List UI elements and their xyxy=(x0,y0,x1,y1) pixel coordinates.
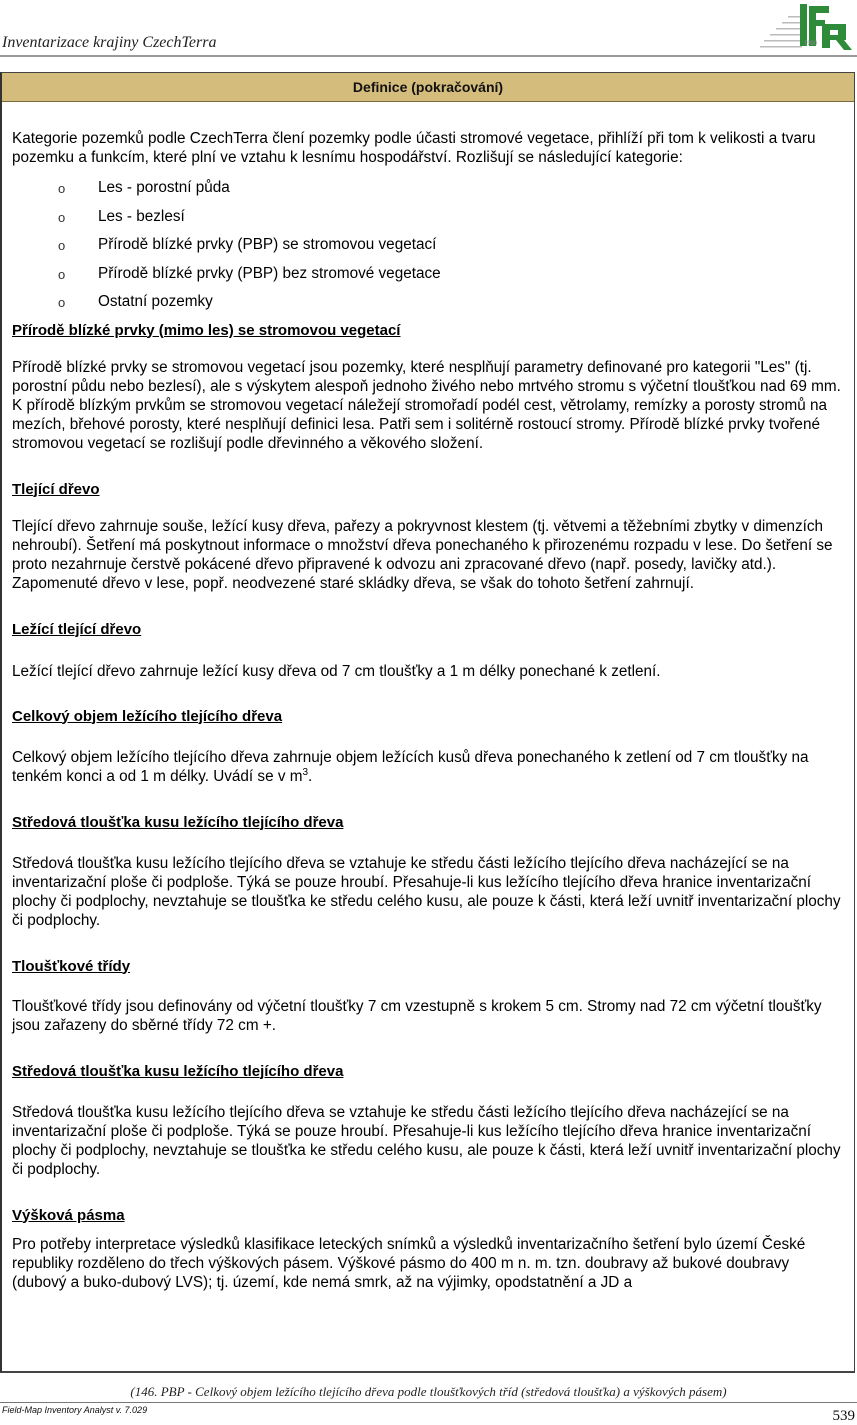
category-label: Přírodě blízké prvky (PBP) se stromovou vegetací xyxy=(98,236,437,253)
logo-small-text: 1990 xyxy=(804,41,818,47)
category-label: Les - bezlesí xyxy=(98,207,185,225)
document-header-title: Inventarizace krajiny CzechTerra xyxy=(2,34,217,51)
category-item xyxy=(12,264,847,293)
ifer-logo xyxy=(760,2,854,52)
section-body: Tloušťkové třídy jsou definovány od výčetní tloušťky 7 cm vzestupně s krokem 5 cm. Stromy nad 72 cm výčetní tloušťky jsou zařazeny do sběrné třídy 72 cm +. xyxy=(12,997,822,1034)
section-body: Ležící tlející dřevo zahrnuje ležící kusy dřeva od 7 cm tloušťky a 1 m délky ponechané k zetlení. xyxy=(12,662,661,680)
section-heading: Tlející dřevo xyxy=(12,480,100,498)
category-list xyxy=(12,178,847,321)
section-body-text: Celkový objem ležícího tlejícího dřeva zahrnuje objem ležících kusů dřeva ponechaného k zetlení od 7 cm tloušťky na tenkém konci a od 1 m délky. Uvádí se v m xyxy=(12,748,809,785)
category-item xyxy=(12,178,847,207)
category-label: Přírodě blízké prvky (PBP) bez stromové vegetace xyxy=(98,264,441,282)
section-body: Středová tloušťka kusu ležícího tlejícího dřeva se vztahuje ke středu části ležícího tlejícího dřeva nacházející se na inventarizační ploše či podploše. Týká se pouze hroubí. Přesahuje-li kus ležícího tlejícího dřeva hranice inventarizační plochy či podplochy, nevztahuje se tloušťka ke středu celého kusu, ale pouze k části, která leží uvnitř inventarizační plochy či podplochy. xyxy=(12,1103,841,1178)
circle-bullet-icon: o xyxy=(58,295,66,310)
footer-divider xyxy=(0,1402,857,1403)
circle-bullet-icon: o xyxy=(58,209,66,225)
section-body: Středová tloušťka kusu ležícího tlejícího dřeva se vztahuje ke středu části ležícího tlejícího dřeva nacházející se na inventarizační ploše či podploše. Týká se pouze hroubí. Přesahuje-li kus ležícího tlejícího dřeva hranice inventarizační plochy či podplochy, nevztahuje se tloušťka ke středu celého kusu, ale pouze k části, která leží uvnitř inventarizační plochy či podplochy. xyxy=(12,854,841,929)
section-heading: Tloušťkové třídy xyxy=(12,957,131,975)
header-divider xyxy=(0,55,857,57)
category-item xyxy=(12,292,847,321)
circle-bullet-icon: o xyxy=(58,266,66,282)
category-label: Ostatní pozemky xyxy=(98,293,213,310)
section-heading: Středová tloušťka kusu ležícího tlejícího dřeva xyxy=(12,1062,344,1080)
table-caption: (146. PBP - Celkový objem ležícího tlejícího dřeva podle tloušťkových tříd (středová tloušťka) a výškových pásem) xyxy=(130,1384,727,1399)
section-heading: Středová tloušťka kusu ležícího tlejícího dřeva xyxy=(12,813,344,831)
section-heading: Ležící tlející dřevo xyxy=(12,620,142,638)
section-heading: Celkový objem ležícího tlejícího dřeva xyxy=(12,707,283,725)
category-label: Les - porostní půda xyxy=(98,179,230,196)
cubic-superscript: 3 xyxy=(302,766,309,778)
circle-bullet-icon: o xyxy=(58,238,66,253)
logo-stripes xyxy=(760,16,802,48)
section-body: Tlející dřevo zahrnuje souše, ležící kusy dřeva, pařezy a pokryvnost klestem (tj. větvemi a těžebními zbytky v dimenzích nehroubí). Šetření má poskytnout informace o množství dřeva ponechaného k přirozenému rozpadu v lese. Do šetření se proto nezahrnuje čerstvě pokácené dřevo připravené k odvozu ani zpracované dřevo (např. posedy, lavičky atd.). Zapomenuté dřevo v lese, popř. neodvezené staré skládky dřeva, se však do tohoto šetření zahrnují. xyxy=(12,517,833,592)
section-body: Přírodě blízké prvky se stromovou vegetací jsou pozemky, které nesplňují parametry definované pro kategorii "Les" (tj. porostní půdu nebo bezlesí), ale s výskytem alespoň jednoho živého nebo mrtvého stromu s výčetní tloušťkou nad 69 mm. K přírodě blízkým prvkům se stromovou vegetací náležejí stromořadí podél cest, větrolamy, remízky a porosty stromů na mezích, břehové porosty, které nesplňují definici lesa. Patři sem i solitérně rostoucí stromy. Přírodě blízké prvky tvořené stromovou vegetací se rozlišují podle dřevinného a věkového složení. xyxy=(12,358,841,452)
intro-paragraph: Kategorie pozemků podle CzechTerra člení pozemky podle účasti stromové vegetace, přihlíží při tom k velikosti a tvaru pozemku a funkcím, které plní ve vztahu k lesnímu hospodářství. Rozlišují se následující kategorie: xyxy=(12,130,816,166)
circle-bullet-icon: o xyxy=(58,181,66,196)
section-heading: Přírodě blízké prvky (mimo les) se stromovou vegetací xyxy=(12,321,401,339)
definitions-content xyxy=(12,129,847,1292)
page-number: 539 xyxy=(832,1408,855,1424)
section-heading: Výšková pásma xyxy=(12,1206,125,1224)
section-body-end: . xyxy=(308,767,313,785)
definitions-panel xyxy=(0,72,855,1373)
category-item xyxy=(12,235,847,264)
section-body: Pro potřeby interpretace výsledků klasifikace leteckých snímků a výsledků inventarizačního šetření bylo území České republiky rozděleno do třech výškových pásem. Výškové pásmo do 400 m n. m. tzn. doubravy až bukové doubravy (dubový a buko-dubový LVS); tj. území, kde nemá smrk, až na výjimky, opodstatnění a JD a xyxy=(12,1235,806,1291)
category-item xyxy=(12,207,847,236)
section-title-bar: Definice (pokračování) xyxy=(2,73,854,102)
section-body xyxy=(12,748,847,786)
footer-software-version: Field-Map Inventory Analyst v. 7.029 xyxy=(2,1405,148,1415)
